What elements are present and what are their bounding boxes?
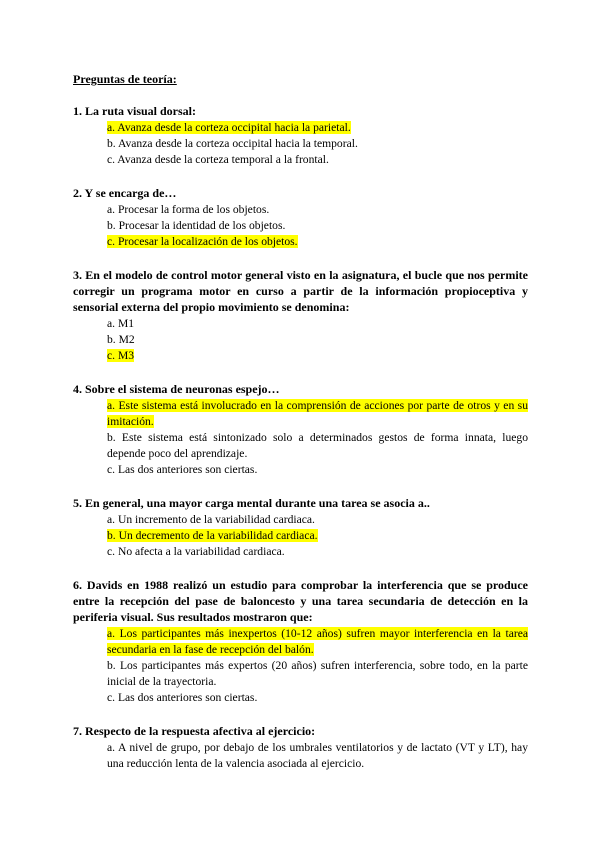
question-text: 6. Davids en 1988 realizó un estudio para comprobar la interferencia que se produce entre la recepción del pase de baloncesto y una tarea secundaria de detección en la periferia visual. Sus resultados mostraron que: <box>73 578 528 624</box>
highlighted-answer: b. Un decremento de la variabilidad cardiaca. <box>107 529 318 542</box>
question-7 <box>73 723 528 772</box>
answer-option <box>107 512 528 528</box>
answer-option <box>107 740 528 772</box>
answer-option <box>107 430 528 462</box>
highlighted-answer: a. Avanza desde la corteza occipital hacia la parietal. <box>107 121 351 134</box>
question-text: 4. Sobre el sistema de neuronas espejo… <box>73 382 280 396</box>
answer-option <box>107 136 528 152</box>
question-text: 5. En general, una mayor carga mental durante una tarea se asocia a.. <box>73 496 430 510</box>
question-4 <box>73 381 528 478</box>
section-heading: Preguntas de teoría: <box>73 72 177 86</box>
question-6 <box>73 577 528 706</box>
question-text: 1. La ruta visual dorsal: <box>73 104 197 118</box>
question-1 <box>73 103 528 168</box>
answer-text: b. Los participantes más expertos (20 años) sufren interferencia, sobre todo, en la parte inicial de la trayectoria. <box>107 659 528 688</box>
option-list <box>107 202 528 250</box>
answer-text: b. Este sistema está sintonizado solo a determinados gestos de forma innata, luego depende poco del aprendizaje. <box>107 431 528 460</box>
answer-option <box>107 202 528 218</box>
highlighted-answer: c. Procesar la localización de los objetos. <box>107 235 298 248</box>
answer-text: a. Un incremento de la variabilidad cardiaca. <box>107 513 315 526</box>
answer-option <box>107 152 528 168</box>
answer-option <box>107 234 528 250</box>
highlighted-answer: a. Los participantes más inexpertos (10-12 años) sufren mayor interferencia en la tarea secundaria en la fase de recepción del balón. <box>107 627 528 656</box>
question-text: 7. Respecto de la respuesta afectiva al ejercicio: <box>73 724 316 738</box>
option-list <box>107 316 528 364</box>
question-text: 3. En el modelo de control motor general visto en la asignatura, el bucle que nos permite corregir un programa motor en curso a partir de la información propioceptiva y sensorial externa del propio movimiento se denomina: <box>73 268 528 314</box>
question-5 <box>73 495 528 560</box>
answer-option <box>107 332 528 348</box>
option-list <box>107 120 528 168</box>
answer-text: a. Procesar la forma de los objetos. <box>107 203 270 216</box>
answer-text: b. M2 <box>107 333 135 346</box>
answer-text: c. Las dos anteriores son ciertas. <box>107 691 258 704</box>
highlighted-answer: a. Este sistema está involucrado en la comprensión de acciones por parte de otros y en su imitación. <box>107 399 528 428</box>
answer-text: b. Avanza desde la corteza occipital hacia la temporal. <box>107 137 358 150</box>
answer-option <box>107 348 528 364</box>
answer-option <box>107 544 528 560</box>
answer-text: b. Procesar la identidad de los objetos. <box>107 219 286 232</box>
document-content <box>73 71 528 789</box>
answer-text: a. A nivel de grupo, por debajo de los umbrales ventilatorios y de lactato (VT y LT), hay una reducción lenta de la valencia asociada al ejercicio. <box>107 741 528 770</box>
answer-option <box>107 218 528 234</box>
question-2 <box>73 185 528 250</box>
option-list <box>107 740 528 772</box>
question-3 <box>73 267 528 364</box>
answer-option <box>107 658 528 690</box>
answer-option <box>107 316 528 332</box>
answer-option <box>107 398 528 430</box>
answer-option <box>107 528 528 544</box>
question-text: 2. Y se encarga de… <box>73 186 177 200</box>
answer-text: c. Las dos anteriores son ciertas. <box>107 463 258 476</box>
highlighted-answer: c. M3 <box>107 349 135 362</box>
question-list <box>73 103 528 772</box>
answer-option <box>107 626 528 658</box>
answer-option <box>107 120 528 136</box>
option-list <box>107 626 528 706</box>
answer-text: c. Avanza desde la corteza temporal a la frontal. <box>107 153 329 166</box>
option-list <box>107 512 528 560</box>
option-list <box>107 398 528 478</box>
answer-option <box>107 462 528 478</box>
answer-text: a. M1 <box>107 317 135 330</box>
answer-text: c. No afecta a la variabilidad cardiaca. <box>107 545 285 558</box>
answer-option <box>107 690 528 706</box>
